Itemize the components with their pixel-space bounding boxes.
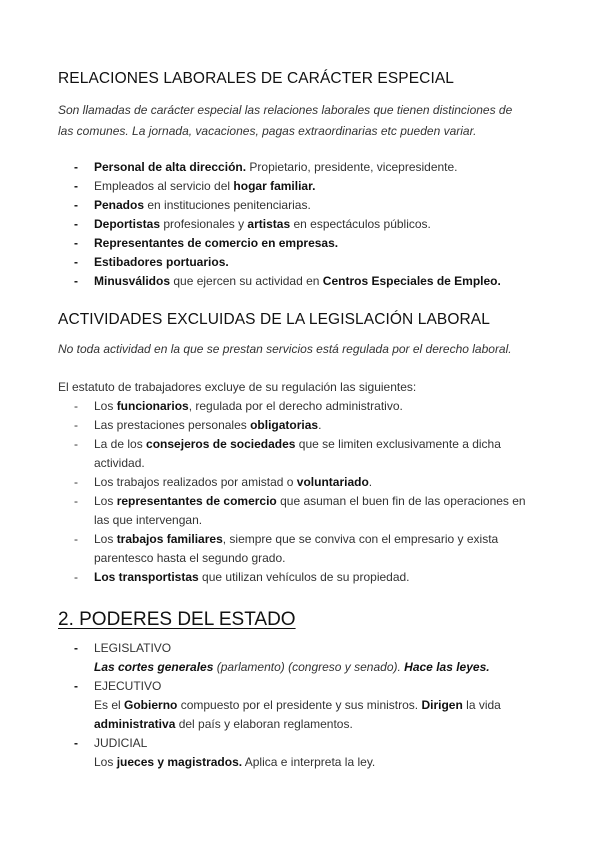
list-item bbox=[58, 158, 528, 177]
bold-italic-term: Las cortes generales bbox=[94, 660, 214, 674]
bold-term: funcionarios bbox=[116, 399, 189, 413]
item-text: Los trabajos realizados por amistad o bbox=[94, 475, 297, 489]
bold-term: Minusválidos bbox=[94, 274, 171, 288]
bold-term: Deportistas bbox=[94, 217, 161, 231]
bold-term: Representantes de comercio en empresas. bbox=[94, 236, 339, 250]
power-name: JUDICIAL bbox=[94, 736, 148, 750]
list-item bbox=[58, 253, 528, 272]
bold-term: administrativa bbox=[94, 717, 176, 731]
power-item-legislativo bbox=[58, 639, 528, 677]
list-item bbox=[58, 196, 528, 215]
item-text: que ejercen su actividad en bbox=[170, 274, 323, 288]
list-item bbox=[58, 272, 528, 291]
dash-bullet: - bbox=[74, 399, 78, 413]
power-description bbox=[94, 753, 528, 772]
item-text: Los bbox=[94, 494, 117, 508]
item-text: compuesto por el presidente y sus ministros. bbox=[177, 698, 422, 712]
dash-bullet: - bbox=[74, 217, 78, 231]
section-lead-estatuto: El estatuto de trabajadores excluye de su regulación las siguientes: bbox=[58, 380, 417, 394]
list-item bbox=[58, 177, 528, 196]
item-text: en espectáculos públicos. bbox=[290, 217, 431, 231]
item-text: , regulada por el derecho administrativo. bbox=[188, 399, 403, 413]
bold-term: consejeros de sociedades bbox=[146, 437, 296, 451]
bold-term: Estibadores portuarios. bbox=[94, 255, 229, 269]
item-text: que utilizan vehículos de su propiedad. bbox=[198, 570, 410, 584]
dash-bullet: - bbox=[74, 679, 78, 693]
item-text: en instituciones penitenciarias. bbox=[144, 198, 311, 212]
item-text: la vida bbox=[462, 698, 501, 712]
section-title-actividades-excluidas: ACTIVIDADES EXCLUIDAS DE LA LEGISLACIÓN LABORAL bbox=[58, 311, 490, 328]
dash-bullet: - bbox=[74, 437, 78, 451]
power-name: EJECUTIVO bbox=[94, 679, 162, 693]
dash-bullet: - bbox=[74, 179, 78, 193]
dash-bullet: - bbox=[74, 475, 78, 489]
item-text: Aplica e interpreta la ley. bbox=[242, 755, 376, 769]
item-text: . bbox=[318, 418, 322, 432]
bold-italic-term: Hace las leyes. bbox=[404, 660, 490, 674]
section-intro-actividades: No toda actividad en la que se prestan servicios está regulada por el derecho laboral. bbox=[58, 342, 512, 356]
list-item bbox=[58, 473, 528, 492]
dash-bullet: - bbox=[74, 418, 78, 432]
item-text: Empleados al servicio del bbox=[94, 179, 234, 193]
list-item bbox=[58, 568, 528, 587]
item-text: que se limiten exclusivamente a dicha actividad. bbox=[94, 437, 501, 470]
list-poderes bbox=[58, 639, 528, 772]
item-text: Las prestaciones personales bbox=[94, 418, 251, 432]
dash-bullet: - bbox=[74, 160, 78, 174]
bold-term: Los transportistas bbox=[94, 570, 199, 584]
document-page bbox=[58, 70, 528, 772]
list-item bbox=[58, 435, 528, 473]
bold-term: obligatorias bbox=[250, 418, 319, 432]
power-item-judicial bbox=[58, 734, 528, 772]
bold-term: trabajos familiares bbox=[116, 532, 223, 546]
power-description bbox=[94, 696, 528, 734]
bold-term: representantes de comercio bbox=[116, 494, 277, 508]
dash-bullet: - bbox=[74, 494, 78, 508]
bold-term: hogar familiar. bbox=[233, 179, 316, 193]
list-item bbox=[58, 530, 528, 568]
dash-bullet: - bbox=[74, 198, 78, 212]
bold-term: Dirigen bbox=[421, 698, 463, 712]
item-text: que asuman el buen fin de las operaciones en las que intervengan. bbox=[94, 494, 526, 527]
list-relaciones-especiales bbox=[58, 158, 528, 291]
bold-term: jueces y magistrados. bbox=[116, 755, 243, 769]
item-text: Los bbox=[94, 399, 117, 413]
list-item bbox=[58, 215, 528, 234]
dash-bullet: - bbox=[74, 274, 78, 288]
dash-bullet: - bbox=[74, 255, 78, 269]
bold-term: Penados bbox=[94, 198, 145, 212]
item-text: Propietario, presidente, vicepresidente. bbox=[246, 160, 458, 174]
dash-bullet: - bbox=[74, 570, 78, 584]
bold-term: Centros Especiales de Empleo. bbox=[322, 274, 501, 288]
item-text: La de los bbox=[94, 437, 147, 451]
dash-bullet: - bbox=[74, 532, 78, 546]
item-text: Los bbox=[94, 532, 117, 546]
dash-bullet: - bbox=[74, 641, 78, 655]
bold-term: voluntariado bbox=[296, 475, 369, 489]
dash-bullet: - bbox=[74, 236, 78, 250]
bold-term: artistas bbox=[247, 217, 291, 231]
item-text: . bbox=[368, 475, 373, 489]
list-item bbox=[58, 416, 528, 435]
section-intro-relaciones: Son llamadas de carácter especial las relaciones laborales que tienen distinciones de las comunes. La jornada, vacaciones, pagas extraordinarias etc pueden variar. bbox=[58, 103, 513, 138]
item-text: Es el bbox=[94, 698, 125, 712]
bold-term: Personal de alta dirección. bbox=[94, 160, 247, 174]
list-item bbox=[58, 234, 528, 253]
list-actividades-excluidas bbox=[58, 397, 528, 587]
list-item bbox=[58, 397, 528, 416]
power-name: LEGISLATIVO bbox=[94, 641, 172, 655]
power-description bbox=[94, 658, 528, 677]
bold-term: Gobierno bbox=[124, 698, 178, 712]
item-text: Los bbox=[94, 755, 117, 769]
section-title-poderes-del-estado: 2. PODERES DEL ESTADO bbox=[58, 609, 296, 630]
power-item-ejecutivo bbox=[58, 677, 528, 734]
dash-bullet: - bbox=[74, 736, 78, 750]
section-title-relaciones: RELACIONES LABORALES DE CARÁCTER ESPECIAL bbox=[58, 70, 455, 87]
item-text: profesionales y bbox=[160, 217, 248, 231]
item-text: del país y elaboran reglamentos. bbox=[175, 717, 353, 731]
item-text: , siempre que se conviva con el empresario y exista parentesco hasta el segundo grado. bbox=[94, 532, 499, 565]
list-item bbox=[58, 492, 528, 530]
italic-text: (parlamento) (congreso y senado). bbox=[213, 660, 405, 674]
